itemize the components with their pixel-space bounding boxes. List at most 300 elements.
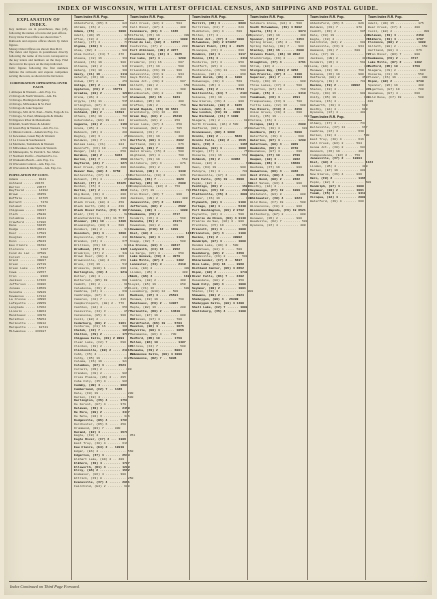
town-entry: Amery, (C1) 16 ......... 1118	[74, 71, 128, 76]
town-entry: Footville, (I7) 2 ......... 200	[130, 44, 188, 49]
county-population-entry: Marquette ..... 10741	[9, 324, 48, 329]
town-entry: Walworth, (I8) 4 .......... 600	[310, 102, 368, 107]
town-entry: Gillett, (E8) 2 ............ 650	[130, 83, 190, 88]
town-entry: Bear Creek, (F7) 4 ..... 400	[74, 164, 126, 169]
index-column-3	[130, 15, 194, 580]
town-entry: Adams, (F6) ........... 1000	[74, 28, 126, 33]
county-population-entry: Bayfield ...... 14392	[9, 188, 48, 193]
town-entry: Osseo, (E3) 2 .............. 600	[192, 161, 252, 166]
town-entry: Cashton, (G4) 4 ......... 659	[74, 305, 128, 310]
town-entry: Spring Valley, (D2) 7 ... 900	[250, 44, 304, 49]
town-entry: Sturgeon Bay, (D10) 2 4262	[250, 67, 299, 72]
town-entry: Phillips, (C5) 19 ........ 2000	[192, 188, 250, 193]
railroad-entry: 14 Marinette, Tomahawk & Western	[9, 141, 55, 146]
county-population-entry: Grant ........ 39007	[9, 258, 47, 263]
town-entry: Iron River, (B3) 7 ..... 800	[368, 52, 420, 57]
town-entry: Lena, (E9) 2 ............... 400	[310, 63, 370, 68]
railroad-entry: 7 Chicago, St. Paul, Minneapolis & Omaha	[9, 113, 63, 118]
town-entry: Stoughton, (I7) 4 ....... 4761	[250, 59, 306, 64]
town-entry: Black Creek, (E8) 2 ... 450	[74, 199, 125, 204]
town-entry: Big Bend, (I8) 4 ....... 200	[74, 192, 126, 197]
railroad-entry: 2 Chicago & North Western—Am. Ex.	[9, 93, 58, 98]
town-entry: Menasha, (F8) 2 ....... 6081	[130, 347, 182, 352]
town-entry: Kendall, (G5) 4 .......... 590	[130, 215, 186, 220]
town-entries	[250, 21, 314, 228]
town-entry: Blanchardville, (I6) 11 557	[74, 215, 125, 220]
town-entry: Westby, (G4) 4 ............ 900	[310, 106, 368, 111]
town-entry: Knapp, (D2) 7 ............ 500	[130, 238, 186, 243]
town-entry: Sheboygan, (G9) 4 . 26398	[192, 297, 239, 302]
town-entry: Cumberland, (C2) 7 .. 1445	[74, 386, 123, 391]
town-entry: Fall Creek, (E3) 2 ..... 504	[310, 140, 362, 145]
town-entry: Bagley, (H3) 3 ........... 250	[74, 133, 130, 138]
town-entry: Independence, (E3) 2 .. 750	[310, 152, 361, 157]
town-entry: Adell, (H9) 15 ........... 175	[74, 32, 130, 37]
town-entries	[192, 21, 254, 314]
town-entry: Amberg, (C9) 10 ......... 300	[74, 67, 128, 72]
town-entry: Baldwin, (D1) 7 ........ 878	[310, 24, 362, 29]
town-entry: Unity, (D5) 19 ............. 300	[310, 94, 370, 99]
town-entry: Genoa Jct., (I8) 2 ....... 687	[130, 79, 186, 84]
town-entry: Portage, (G6) 4 ........ 5440	[192, 203, 246, 208]
town-entry: Darlington, (I5) 4 ..... 1759	[74, 398, 128, 403]
town-entry: Elkhorn, (I8) 4 ......... 1707	[368, 36, 424, 41]
town-entry: Muscoda, (H5) 4 ........ 800	[192, 83, 244, 88]
county-population-entry: Burnett ........ 7478	[9, 200, 48, 205]
town-entry: Bangor, (G4) 4 ......... 650	[74, 149, 126, 154]
town-entry: Elkhart Lake, (G9) 4 .. 400	[74, 456, 125, 461]
town-entry: Iola, (F7) 19 ............... 725	[310, 52, 372, 57]
town-entry: Fairchild, (E4) 2 ........ 600	[74, 483, 130, 488]
town-entry: Florence, (B8) 2 ......... 1000	[130, 36, 188, 41]
county-population-entry: Barron ....... 23677	[9, 184, 47, 189]
town-entry: Wild Rose, (F7) 19 ....... 500	[368, 94, 424, 99]
town-entry: Appleton, (F8) 2 ... 16773	[74, 87, 123, 92]
town-entry: Melrose, (F4) 7 .......... 500	[130, 343, 186, 348]
town-entry: Abbotsford, (D5) 6 ...... 829	[74, 21, 128, 25]
town-entry: Friendship, (F6) 19 .... 300	[130, 67, 182, 72]
town-entry: Kiel, (G9) 2 ................ 1124	[130, 231, 194, 236]
town-entry: Bloomer, (D3) 19 ...... 1406	[74, 219, 126, 224]
town-entry: Kewaskum, (H8) 2 ..... 469	[130, 223, 179, 228]
town-entry: Baldwin, (D1) 7 ........ 878	[74, 137, 126, 142]
explanation-title: EXPLANATION OF INDEX.	[16, 17, 61, 27]
town-entry: Cambria, (G7) 4 ......... 630	[310, 129, 364, 134]
town-entry: East Troy, (I8) 4 ....... 616	[74, 441, 128, 446]
town-entry: Cadott, (D3) 2 ........... 605	[74, 281, 130, 286]
town-entry: Minocqua, (C6) 4 ....... 600	[192, 48, 244, 53]
town-entry: Brodhead, (I7) 4 ....... 1426	[74, 246, 128, 251]
town-entry: Kilbourn, (G6) 4 ....... 1120	[130, 234, 184, 239]
town-entry: Oconto Falls, (E9) 2 ... 1535	[192, 137, 246, 142]
town-entry: Manawa, (F8) 19 ......... 760	[310, 67, 364, 72]
town-entry: Oregon, (I7) 4 ............ 750	[192, 149, 250, 154]
railroads-title: CORPORATION OPERATING OVER EACH.	[9, 80, 68, 89]
town-entry: Lomira, (G8) 2 ........... 400	[130, 277, 186, 282]
town-entry: Augusta, (E3) 2 ........ 1169	[74, 122, 128, 127]
continuation-note: Index Continued on Third Page Forward.	[10, 584, 80, 589]
town-entry: Watertown, (H8) 4 ... 8829	[250, 141, 299, 146]
town-entry: Cobb, (I5) 4 ................ 288	[74, 351, 136, 356]
town-entry: Wyocena, (G7) 4 .......... 400	[250, 223, 306, 228]
town-entries	[130, 21, 194, 360]
town-entry: Durand, (E2) 4 ......... 1579	[74, 429, 128, 434]
town-entry: Marshfield, (E5) 19 ... 5783	[130, 320, 182, 325]
town-entry: Rhinelander, (C7) 2 .. 5637	[192, 258, 243, 263]
town-entry: Beloit, (I7) 2 ....... 15125	[74, 180, 126, 185]
town-entry: Abbotsford, (D5) 6 ...... 829	[310, 21, 364, 25]
town-entry: Shell Lake, (C2) 7 ...... 1000	[192, 305, 248, 310]
town-entry: Elkhorn, (I8) 4 ......... 1707	[74, 460, 130, 465]
railroad-entry: 19 Wisconsin Central—Am. Exp. Co.	[9, 161, 56, 166]
town-entry: Albany, (I7) 4 ........... 737	[74, 40, 130, 45]
town-entry: Delavan, (I8) 4 ......... 2450	[74, 406, 130, 411]
town-entry: South Milwaukee, (I9) 4 6092	[250, 24, 302, 29]
town-entry: Shawano, (E8) 2 ....... 2923	[192, 293, 244, 298]
county-population-entry: Iron ........... 8306	[9, 274, 48, 279]
town-entry: Unity, (D5) 19 ............. 300	[250, 114, 310, 119]
town-entry: Mellen, (B4) 19 ......... 1487	[130, 340, 186, 345]
town-entry: Medford, (D5) 19 ...... 1759	[130, 336, 182, 341]
town-entry: Algoma, (E10) 1 ........ 2017	[74, 44, 128, 49]
town-entry: Fox Lake, (G7) 4 ........ 1200	[130, 56, 186, 61]
town-entry: Frederic, (C1) 16 ....... 607	[130, 59, 184, 64]
town-entry: Luxemburg, (E10) 12 .. 500	[130, 289, 179, 294]
town-entry: Lake Mills, (H7) 2 ..... 1402	[368, 59, 422, 64]
town-entry: Kiel, (G9) 2 ................ 1124	[310, 160, 374, 165]
town-entry: Waunakee, (H7) 4 ....... 600	[368, 91, 420, 96]
town-entry: Amherst, (F6) 19 ....... 562	[74, 75, 126, 80]
town-entry: Stevens Point, (E6) 19 8692	[250, 52, 301, 57]
town-entry: Sheboygan Falls, (G9) 4 1400	[192, 301, 244, 306]
town-entry: De Forest, (H7) 4 ...... 379	[74, 402, 126, 407]
town-entry: Hancock, (F6) 19 ........ 400	[130, 133, 184, 138]
town-entry: Spring Green, (H5) 4 .. 700	[250, 40, 301, 45]
column-header: Town Index R.R. Pop.	[130, 15, 186, 21]
town-entry: Black River Falls, (F4) 7 1917	[74, 207, 130, 212]
town-entry: Janesville, (I7) 2 ... 13894	[130, 199, 182, 204]
railroad-entry: 15 Milwaukee, Lake Shore & Western	[9, 145, 57, 150]
town-entry: Loyal, (E5) 19 ........... 850	[130, 281, 186, 286]
town-entry: Rice Lake, (C3) 16 .... 3968	[192, 262, 244, 267]
town-entry: Cadott, (D3) 2 ........... 605	[310, 28, 366, 33]
town-entry: Hortonville, (F8) 2 ...... 936	[130, 172, 186, 177]
town-entry: Mondovi, (E2) 4 ........ 1317	[192, 52, 246, 57]
town-entry: Montello, (G7) 4 ....... 850	[192, 59, 244, 64]
town-entry: Winneconne, (F8) 2 ..... 800	[250, 203, 302, 208]
town-entry: Westby, (G4) 4 ............ 900	[250, 184, 308, 189]
town-entries	[74, 21, 136, 489]
column-header: Town Index R.R. Pop.	[310, 115, 362, 121]
town-entry: Jefferson, (H8) 2 ....... 2582	[130, 203, 186, 208]
town-entry: Babcock, (E5) 4 ......... 200	[74, 129, 128, 134]
town-entry: Spencer, (E5) 19 ......... 400	[368, 83, 424, 88]
town-entry: Stanley, (D4) 16 ....... 2000	[250, 48, 304, 53]
town-entry: Fremont, (F7) 19 ........ 500	[130, 63, 184, 68]
county-population-entry: Ashland ..... 20176	[9, 180, 45, 185]
town-entry: Aniwa, (D7) 2 ........... 250	[74, 79, 128, 84]
town-entry: Fort Atkinson, (H8) 2 3877	[130, 48, 179, 53]
town-entry: La Farge, (G5) 4 ........ 650	[130, 250, 184, 255]
town-entry: Iola, (F7) 19 ............... 725	[130, 188, 192, 193]
town-entry: New Glarus, (I6) 4 ..... 800	[192, 98, 244, 103]
town-entry: Centuria, (C1) 16 ....... 300	[74, 324, 128, 329]
town-entry: Eagle River, (C7) 2 ... 1386	[74, 437, 126, 442]
town-entry: Glenbeulah, (G9) 2 ..... 300	[130, 91, 182, 96]
town-entry: Almena, (C2) 16 ......... 360	[74, 56, 128, 61]
town-entry: Princeton, (G7) 4 ...... 1100	[192, 231, 246, 236]
county-population-entry: Dodge ........ 46631	[9, 227, 47, 232]
town-entry: Omro, (F8) 2 ............ 1366	[310, 175, 366, 180]
town-entry: Marion, (E7) 19 .......... 800	[310, 168, 366, 173]
town-entry: New Holstein, (G9) 2 . 1025	[192, 102, 243, 107]
town-entry: Caledonia, (I9) 2 ........ 150	[74, 285, 130, 290]
town-entry: Alma, (D2) 4 ............ 980	[74, 48, 128, 53]
town-entry: Cecil, (E8) 2 ............... 300	[74, 316, 136, 321]
county-population-entry: Marinette .... 33812	[9, 320, 47, 325]
town-entry: Fennimore, (H4) 4 ... 1165	[130, 28, 179, 33]
railroad-entry: 1 Ahnapee & Western—Am. Exp. Co.	[9, 89, 57, 94]
town-entry: Adell, (H9) 15 ........... 175	[368, 21, 424, 25]
town-entry: Superior, (B1) 7 ..... 40384	[250, 75, 302, 80]
town-entry: Dale, (F8) 19 .............. 200	[310, 32, 370, 37]
town-entry: Brandon, (G7) 4 ......... 675	[74, 238, 128, 243]
town-entry: Fairchild, (E4) 2 ........ 600	[310, 40, 366, 45]
town-entry: Menomonee Falls, (H9) 4 1000	[130, 351, 182, 356]
town-entry: Lodi, (G6) 4 ............... 1100	[130, 273, 192, 278]
town-entry: River Falls, (D1) 7 ... 2402	[192, 273, 244, 278]
county-population-entry: Manitowoc .... 44978	[9, 312, 47, 317]
town-entry: Randolph, (G7) 4 ....... 1000	[310, 183, 364, 188]
town-entry: Butternut, (B5) 19 ...... 600	[74, 277, 128, 282]
town-entry: Hammond, (D1) 7 ....... 600	[130, 129, 181, 134]
town-entry: Shullsburg, (I5) 4 ..... 1300	[192, 308, 246, 313]
town-entry: Menomonie, (D2) 7 .. 5036	[130, 355, 177, 360]
town-entry: Spooner, (C2) 7 ........ 1453	[250, 36, 304, 41]
county-population-entry: Door ......... 17583	[9, 231, 47, 236]
town-entry: Three Lakes, (C7) 2 .... 500	[250, 83, 302, 88]
town-entry: Cameron, (C2) 7 ........ 416	[74, 297, 126, 302]
town-entry: Eagle, (I8) 4 ............... 351	[310, 36, 372, 41]
town-entry: Fall River, (H7) 4 ....... 400	[130, 24, 186, 29]
town-entry: Brussels, (E10) 1 ...... 200	[74, 266, 126, 271]
railroad-entry: 20 Wisconsin & Michigan—Am. Exp. Co.	[9, 165, 62, 170]
county-population-entry: Crawford ..... 17286	[9, 219, 47, 224]
town-entry: Ripon, (G8) 2 ........... 3739	[368, 79, 424, 84]
page-title: INDEX OF WISCONSIN, WITH LATEST OFFICIAL CENSUS, AND SHIPPING AND POSTAL GUIDE.	[57, 6, 379, 12]
town-entry: Randolph, (G7) 4 ....... 1000	[192, 238, 246, 243]
town-entry: Mayville, (H8) 4 ....... 1855	[130, 328, 184, 333]
town-entry: Milton, (I7) 4 ............. 900	[192, 32, 252, 37]
index-column-1	[9, 15, 68, 580]
town-entry: Fifield, (C5) 19 ........... 300	[130, 32, 190, 37]
town-entry: Viroqua, (G4) 4 ......... 2000	[250, 122, 306, 127]
town-entry: Gilman, (D4) 16 .......... 300	[130, 87, 186, 92]
town-entry: Balsam Lake, (C1) ..... 224	[74, 141, 125, 146]
town-entry: Hammond, (D1) 7 ....... 600	[310, 48, 361, 53]
county-population-entry: Brown ........ 46359	[9, 192, 47, 197]
town-entry: Waterford, (I9) 4 ....... 600	[310, 199, 364, 204]
town-entry: Argyle, (I6) 11 ......... 535	[74, 98, 128, 103]
county-population-entry: Kewaunee ..... 17212	[9, 293, 47, 298]
index-sheet	[4, 3, 432, 595]
town-entries	[368, 21, 430, 100]
town-entry: Prairie du Chien, (H3) 4 3149	[192, 215, 246, 220]
railroad-entry: 9 Duluth, South Shore & Atlantic	[9, 121, 51, 126]
town-entry: Niagara, (C9) 2 ........... 900	[368, 67, 426, 72]
town-entry: Abrams, (F6) 2 .......... 150	[74, 24, 128, 29]
explanation-paragraph: Italic figures following the first numbers indicate the railroads and express companies serving the town, as shown in the list below.	[9, 66, 68, 78]
town-entry: Whitehall, (E3) 8 ........ 800	[250, 192, 306, 197]
town-entry: Green Bay, (E9) 2 .... 25236	[130, 114, 182, 119]
county-population-entry: Lincoln ...... 19064	[9, 309, 47, 314]
town-entry: Viroqua, (G4) 4 ......... 2000	[310, 195, 366, 200]
town-entry: Colby, (D5) 19 ........... 842	[74, 355, 130, 360]
town-entry: Mukwonago, (I8) 4 ..... 560	[192, 79, 243, 84]
town-entry: Jackson, (H9) 2 ........... 400	[130, 196, 188, 201]
town-entry: Gillett, (E8) 2 ............ 650	[368, 44, 428, 49]
town-entry: Oconomowoc, (H8) 4 3800	[192, 129, 235, 134]
town-entry: Kendall, (G5) 4 .......... 590	[310, 59, 366, 64]
town-entry: Kaukauna, (F8) 2 ..... 4717	[130, 211, 181, 216]
town-entry: Columbus, (H7) 4 ...... 2523	[74, 363, 126, 368]
town-entry: Altoona, (E3) 2 ......... 949	[74, 63, 128, 68]
town-entry: Onalaska, (G3) 4 ....... 1000	[192, 145, 246, 150]
town-entry: Plover, (F6) 19 ............ 300	[192, 196, 252, 201]
town-entry: Merrill, (D6) 4 ........ 8689	[192, 21, 246, 25]
town-entry: Lena, (E9) 2 ............... 400	[130, 266, 190, 271]
town-entry: Iron River, (B3) 7 ..... 800	[130, 192, 182, 197]
town-entry: Eagle, (I8) 4 ............... 351	[74, 433, 136, 438]
town-entry: Wausau, (D6) 4 ...... 16560	[250, 161, 301, 166]
town-entry: Ashippun, (H8) 4 ....... 200	[74, 106, 126, 111]
town-entry: Pepin, (E2) 4 ............... 600	[310, 179, 372, 184]
town-entry: Endeavor, (G6) 4 ....... 300	[74, 472, 126, 477]
town-entry: Tomah, (F5) 4 ........... 3419	[310, 191, 366, 196]
county-population-entry: Iowa ......... 22657	[9, 270, 47, 275]
town-entry: Kewaunee, (F10) 12 .. 1839	[130, 227, 179, 232]
town-entry: Richland Center, (H5) 4 2652	[192, 266, 244, 271]
town-entry: Athens, (D6) 19 ......... 796	[74, 114, 128, 119]
town-entry: Grand Rapids, (F6) 19 6521	[130, 106, 179, 111]
county-population-entry: Fond du Lac .. 47589	[9, 250, 47, 255]
town-entry: Janesville, (I7) 2 ... 13894	[310, 156, 362, 161]
county-population-entry: Jefferson .... 34306	[9, 281, 47, 286]
town-entry: Cecil, (E8) 2 ............... 300	[368, 28, 430, 33]
town-entry: Luck, (C1) 16 .............. 600	[130, 285, 190, 290]
town-entry: Port Washington, (H9) 2 3792	[192, 207, 244, 212]
town-entry: Arcadia, (E3) 2 ......... 1200	[74, 91, 130, 96]
town-entry: Manitowoc, (F9) 2 .. 13027	[130, 301, 179, 306]
town-entry: Clinton, (I8) 2 ............ 937	[74, 343, 134, 348]
town-entry: Arena, (H6) 4 ........... 325	[74, 94, 128, 99]
town-entry: Owen, (D4) 19 ........... 900	[192, 164, 246, 169]
county-population-entry: Buffalo ....... 16765	[9, 196, 48, 201]
town-entry: Wautoma, (F7) 19 ....... 800	[250, 164, 302, 169]
town-entry: Wild Rose, (F7) 19 ....... 500	[250, 199, 306, 204]
town-entry: Waunakee, (H7) 4 ....... 600	[250, 149, 302, 154]
town-entry: Wonewoc, (G5) 2 ........ 900	[250, 215, 302, 220]
town-entry: Monticello, (I6) 11 ..... 500	[192, 67, 246, 72]
town-entry: Cambridge, (H7) 4 ..... 420	[74, 293, 125, 298]
railroad-entry: 8 Chippewa River & Menomonie	[9, 117, 51, 122]
town-entries	[310, 121, 374, 204]
town-entry: Walworth, (I8) 4 .......... 600	[250, 126, 308, 131]
index-column-2	[74, 15, 136, 580]
county-population-entry: Milwaukee ... 433187	[9, 328, 47, 333]
town-entry: Maple, (B2) 16 ........... 200	[130, 305, 186, 310]
town-entry: Glidden, (B5) 19 ........ 400	[130, 98, 184, 103]
town-entry: Brooklyn, (I7) 2 ........ 342	[74, 250, 128, 255]
index-column-5	[250, 15, 314, 580]
town-entry: Sharon, (I8) 4 .............. 800	[310, 87, 372, 92]
town-entry: Ettrick, (F3) 8 ............ 250	[74, 476, 134, 481]
town-entry: Verona, (I6) 4 ............... 400	[310, 98, 374, 103]
town-entry: Waterford, (I9) 4 ....... 600	[250, 133, 304, 138]
railroad-entry: 17 Northern Pacific—Northern Ex. Co.	[9, 153, 58, 158]
town-entry: Mazomanie, (H6) 4 ... 730	[130, 332, 177, 337]
town-entry: Fond du Lac, (G8) 2 . 18797	[130, 40, 181, 45]
town-entry: Oakfield, (G8) 2 .......... 450	[310, 75, 368, 80]
town-entry: Oconto, (E9) 2 ....... 5629	[192, 133, 243, 138]
town-entry: Oshkosh, (F8) 2 .... 33062	[192, 157, 241, 162]
town-entry: Bloomington, (H4) 3 ... 600	[74, 223, 125, 228]
town-entry: Boscobel, (H4) 4 ...... 1608	[74, 231, 126, 236]
town-entry: Chippewa Falls, (D3) 2 8893	[74, 336, 125, 341]
town-entry: Mineral Point, (I5) 4 . 2925	[192, 44, 244, 49]
town-entry: Medford, (D5) 19 ...... 1759	[368, 63, 420, 68]
town-entry: Holcombe, (D3) 2 ...... 300	[130, 164, 181, 169]
town-entry: Manawa, (F8) 19 ......... 760	[130, 297, 184, 302]
town-entry: Monroe, (I6) 4 .......... 4410	[192, 56, 248, 61]
county-population-entry: Lafayette .... 20959	[9, 301, 47, 306]
town-entry: Prescott, (D1) 4 ....... 1000	[192, 227, 246, 232]
town-entry: Cassville, (I4) 3 ........ 857	[74, 308, 130, 313]
town-entry: Brown Deer, (H9) 4 .... 200	[74, 254, 125, 259]
town-entry: Montfort, (H5) 4 ........ 600	[192, 63, 246, 68]
county-population-entry: Forest ......... 6782	[9, 254, 48, 259]
town-entry: Wisconsin Rapids, (F6) 19 6521	[250, 207, 306, 212]
town-entry: Wyocena, (G7) 4 .......... 400	[310, 110, 366, 115]
town-entry: Clear Lake, (C2) 7 ..... 690	[74, 340, 126, 345]
town-entry: Trempealeau, (F3) 8 .... 700	[250, 98, 302, 103]
county-population-entry: Columbia ..... 31121	[9, 215, 47, 220]
town-entry: Auburndale, (E6) 19 ... 424	[74, 118, 125, 123]
town-entry: Almond, (F6) 19 ........ 380	[74, 59, 126, 64]
town-entry: Middleton, (H6) 4 ..... 600	[192, 28, 243, 33]
county-population-entry: Kenosha ...... 32929	[9, 289, 47, 294]
railroad-entry: 16 Minneapolis, St. Paul & S. Ste. Marie	[9, 149, 60, 154]
town-entry: Sharon, (I8) 4 .............. 800	[192, 289, 254, 294]
town-entry: Linden, (H5) 4 ............ 400	[130, 270, 188, 274]
railroad-entry: 5 Chicago & Lake Superior	[9, 105, 44, 110]
town-entry: Butler, (H9) 4 ............. 250	[74, 273, 134, 278]
town-entry: Afton, (I8) 2 ............ 160	[74, 36, 130, 41]
county-population-entry: Eau Claire ... 31692	[9, 242, 47, 247]
town-entry: Plymouth, (G9) 4 ....... 3100	[192, 199, 246, 204]
town-entry: Reedsburg, (G5) 2 ..... 2450	[192, 250, 244, 255]
town-entry: Prairie du Sac, (G6) 4 . 800	[192, 219, 244, 224]
town-entry: Peshtigo, (D9) 2 ......... 1500	[192, 184, 250, 189]
town-entry: Stockbridge, (F9) 2 ..... 400	[250, 56, 304, 61]
town-entry: Tigerton, (E7) 19 ........ 700	[368, 87, 424, 92]
town-entry: De Soto, (G3) 3 .......... 376	[74, 413, 130, 418]
town-entry: Belmont, (I5) 4 .......... 250	[74, 176, 130, 181]
town-entry: Drummond, (B3) 7 .... 800	[74, 425, 121, 430]
town-entry: Alma Center, (F4) 7 ... 476	[74, 52, 125, 57]
column-header: Town Index R.R. Pop.	[310, 15, 362, 21]
town-entry: Reedsville, (F9) 2 ....... 500	[192, 254, 248, 259]
